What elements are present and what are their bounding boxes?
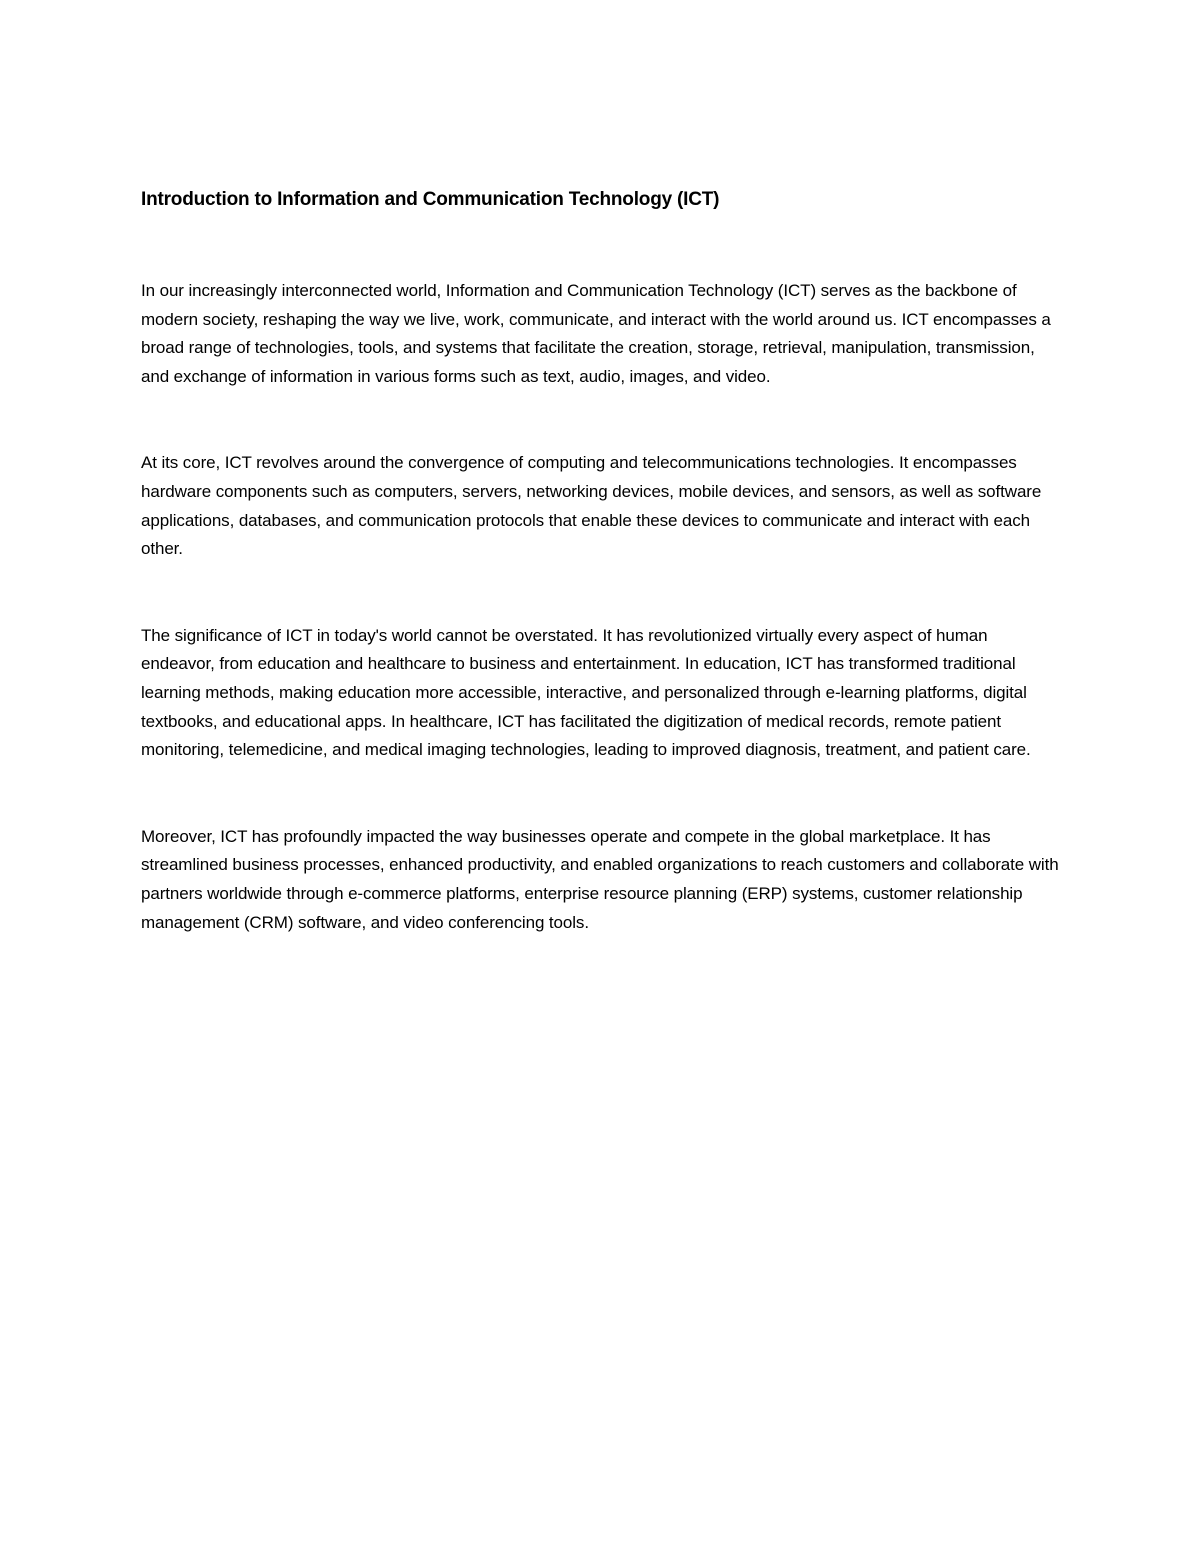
paragraph-business-impact: Moreover, ICT has profoundly impacted the way businesses operate and compete in the global marketplace. It has streamlined business processes, enhanced productivity, and enabled organizations to reach customers and collaborate with partners worldwide through e-commerce platforms, enterprise resource planning (ERP) systems, customer relationship management (CRM) software, and video conferencing tools. bbox=[141, 826, 1059, 932]
paragraph-introduction: In our increasingly interconnected world, Information and Communication Technology (ICT) serves as the backbone of modern society, reshaping the way we live, work, communicate, and interact with the world around us. ICT encompasses a broad range of technologies, tools, and systems that facilitate the creation, storage, retrieval, manipulation, transmission, and exchange of information in various forms such as text, audio, images, and video. bbox=[141, 281, 1051, 386]
document-body bbox=[141, 186, 1061, 937]
paragraph-core: At its core, ICT revolves around the convergence of computing and telecommunications technologies. It encompasses hardware components such as computers, servers, networking devices, mobile devices, and sensors, as well as software applications, databases, and communication protocols that enable these devices to communicate and interact with each other. bbox=[141, 453, 1042, 559]
paragraph-significance: The significance of ICT in today's world cannot be overstated. It has revolutionized virtually every aspect of human endeavor, from education and healthcare to business and entertainment. In education, ICT has transformed traditional learning methods, making education more accessible, interactive, and personalized through e-learning platforms, digital textbooks, and educational apps. In healthcare, ICT has facilitated the digitization of medical records, remote patient monitoring, telemedicine, and medical imaging technologies, leading to improved diagnosis, treatment, and patient care. bbox=[141, 625, 1031, 760]
document-title: Introduction to Information and Communication Technology (ICT) bbox=[141, 189, 720, 210]
